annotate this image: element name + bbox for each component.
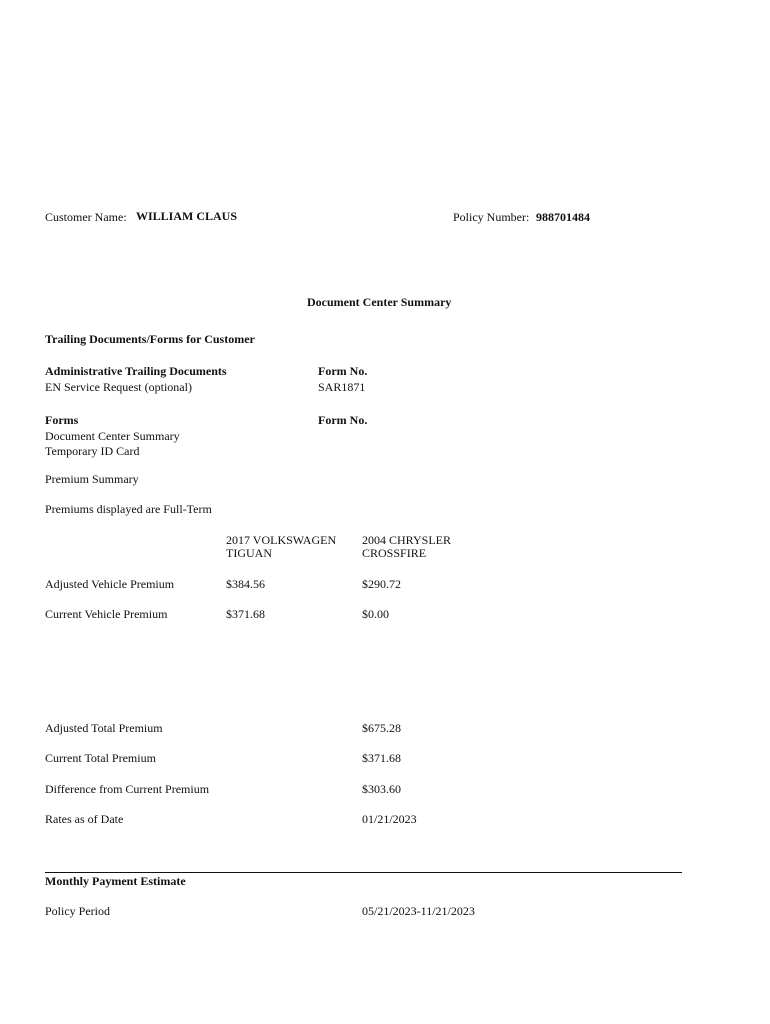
admin-docs-heading: Administrative Trailing Documents — [45, 364, 227, 378]
premium-summary-label: Premium Summary — [45, 472, 139, 486]
admin-doc-name: EN Service Request (optional) — [45, 380, 192, 394]
premium-row-value: $371.68 — [226, 607, 265, 621]
total-value: $675.28 — [362, 721, 401, 735]
premium-row-label: Adjusted Vehicle Premium — [45, 577, 175, 591]
total-label: Rates as of Date — [45, 812, 124, 826]
policy-number-value: 988701484 — [536, 210, 590, 224]
premium-row-value: $290.72 — [362, 577, 401, 591]
admin-doc-form-no: SAR1871 — [318, 380, 366, 394]
monthly-heading: Monthly Payment Estimate — [45, 874, 186, 888]
premium-row-value: $384.56 — [226, 577, 265, 591]
page-title: Document Center Summary — [307, 295, 452, 309]
premium-row-value: $0.00 — [362, 607, 389, 621]
form-item: Temporary ID Card — [45, 444, 140, 458]
policy-number-label: Policy Number: — [453, 210, 530, 224]
section-divider — [45, 872, 682, 873]
trailing-heading: Trailing Documents/Forms for Customer — [45, 332, 255, 346]
total-value: $371.68 — [362, 751, 401, 765]
total-label: Current Total Premium — [45, 751, 156, 765]
forms-heading: Forms — [45, 413, 79, 427]
total-value: 01/21/2023 — [362, 812, 417, 826]
premium-row-label: Current Vehicle Premium — [45, 607, 168, 621]
vehicle-2-line2: CROSSFIRE — [362, 546, 427, 560]
customer-name-value: WILLIAM CLAUS — [136, 209, 238, 223]
full-term-note: Premiums displayed are Full-Term — [45, 502, 212, 516]
policy-period-value: 05/21/2023-11/21/2023 — [362, 904, 475, 918]
total-label: Adjusted Total Premium — [45, 721, 163, 735]
admin-form-no-header: Form No. — [318, 364, 368, 378]
policy-period-label: Policy Period — [45, 904, 110, 918]
total-value: $303.60 — [362, 782, 401, 796]
customer-name-label: Customer Name: — [45, 210, 127, 224]
total-label: Difference from Current Premium — [45, 782, 210, 796]
vehicle-2-line1: 2004 CHRYSLER — [362, 533, 452, 547]
forms-form-no-header: Form No. — [318, 413, 368, 427]
vehicle-1-line1: 2017 VOLKSWAGEN — [226, 533, 337, 547]
form-item: Document Center Summary — [45, 429, 180, 443]
vehicle-1-line2: TIGUAN — [226, 546, 272, 560]
